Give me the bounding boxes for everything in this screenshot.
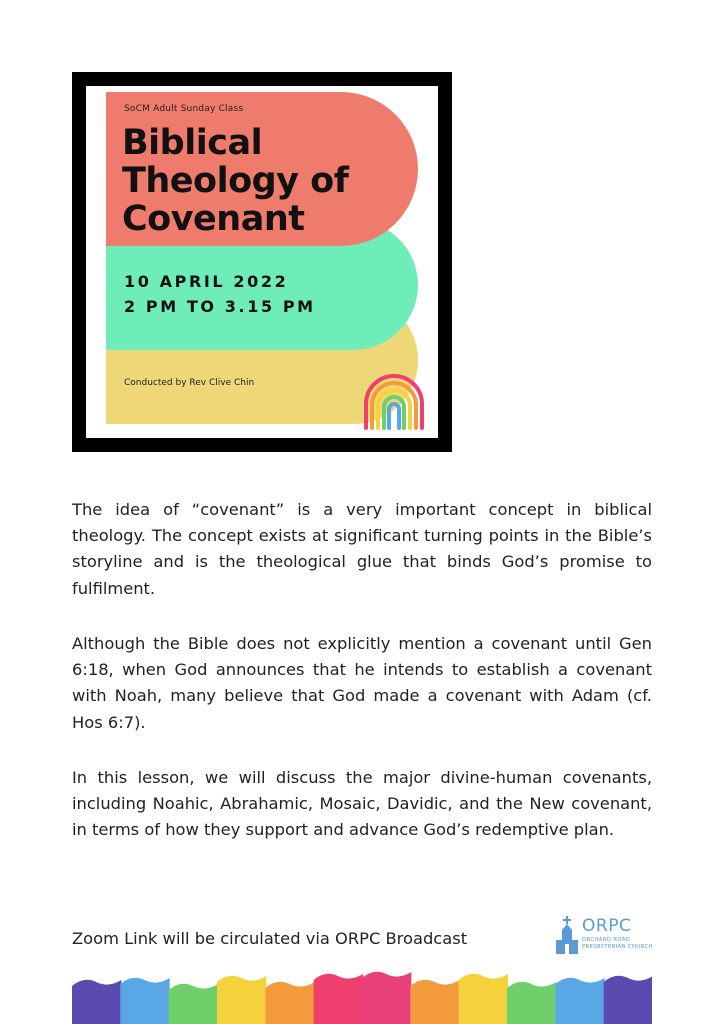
- title-line: Covenant: [122, 199, 305, 239]
- title-line: Biblical: [122, 123, 263, 163]
- logo-subtitle: ORCHARD ROAD: [582, 937, 631, 943]
- logo-subtitle: PRESBYTERIAN CHURCH: [582, 944, 653, 950]
- paint-strip-decoration: [72, 968, 652, 1024]
- paint-stroke: [507, 982, 556, 1024]
- paint-stroke: [217, 976, 266, 1024]
- poster-canvas: [86, 86, 438, 438]
- paint-stroke: [362, 972, 411, 1024]
- context-paragraph: Although the Bible does not explicitly mention a covenant until Gen 6:18, when God announces that he intends to establish a covenant with Noah, many believe that God made a covenant with Adam (cf. Hos 6:7).: [72, 634, 652, 732]
- paint-stroke: [72, 980, 121, 1024]
- logo-title: ORPC: [582, 916, 632, 936]
- paint-stroke: [555, 978, 604, 1024]
- poster-title: [122, 124, 402, 238]
- intro-paragraph: The idea of “covenant” is a very important concept in biblical theology. The concept exists at significant turning points in the Bible’s storyline and is the theological glue that binds God’s promise to fulfilment.: [72, 500, 652, 598]
- rainbow-icon: [362, 374, 426, 430]
- title-line: Theology of: [122, 161, 349, 201]
- class-label: SoCM Adult Sunday Class: [124, 104, 244, 114]
- lesson-paragraph: In this lesson, we will discuss the major divine-human covenants, including Noahic, Abrahamic, Mosaic, Davidic, and the New covenant, in terms of how they support and advance God’s redemptive plan.: [72, 768, 652, 840]
- conducted-by: Conducted by Rev Clive Chin: [124, 378, 255, 388]
- paint-stroke: [120, 978, 169, 1024]
- paint-stroke: [314, 974, 363, 1024]
- paint-stroke: [169, 984, 218, 1024]
- paint-stroke: [604, 976, 652, 1024]
- paint-stroke: [265, 982, 314, 1024]
- zoom-link-note: Zoom Link will be circulated via ORPC Broadcast: [72, 929, 468, 948]
- event-poster: [72, 72, 452, 452]
- event-time: 2 PM TO 3.15 PM: [124, 297, 316, 316]
- paint-stroke: [410, 980, 459, 1024]
- paint-stroke: [459, 974, 508, 1024]
- church-icon: [556, 916, 578, 954]
- orpc-logo: [556, 916, 656, 956]
- event-date: 10 APRIL 2022: [124, 272, 289, 291]
